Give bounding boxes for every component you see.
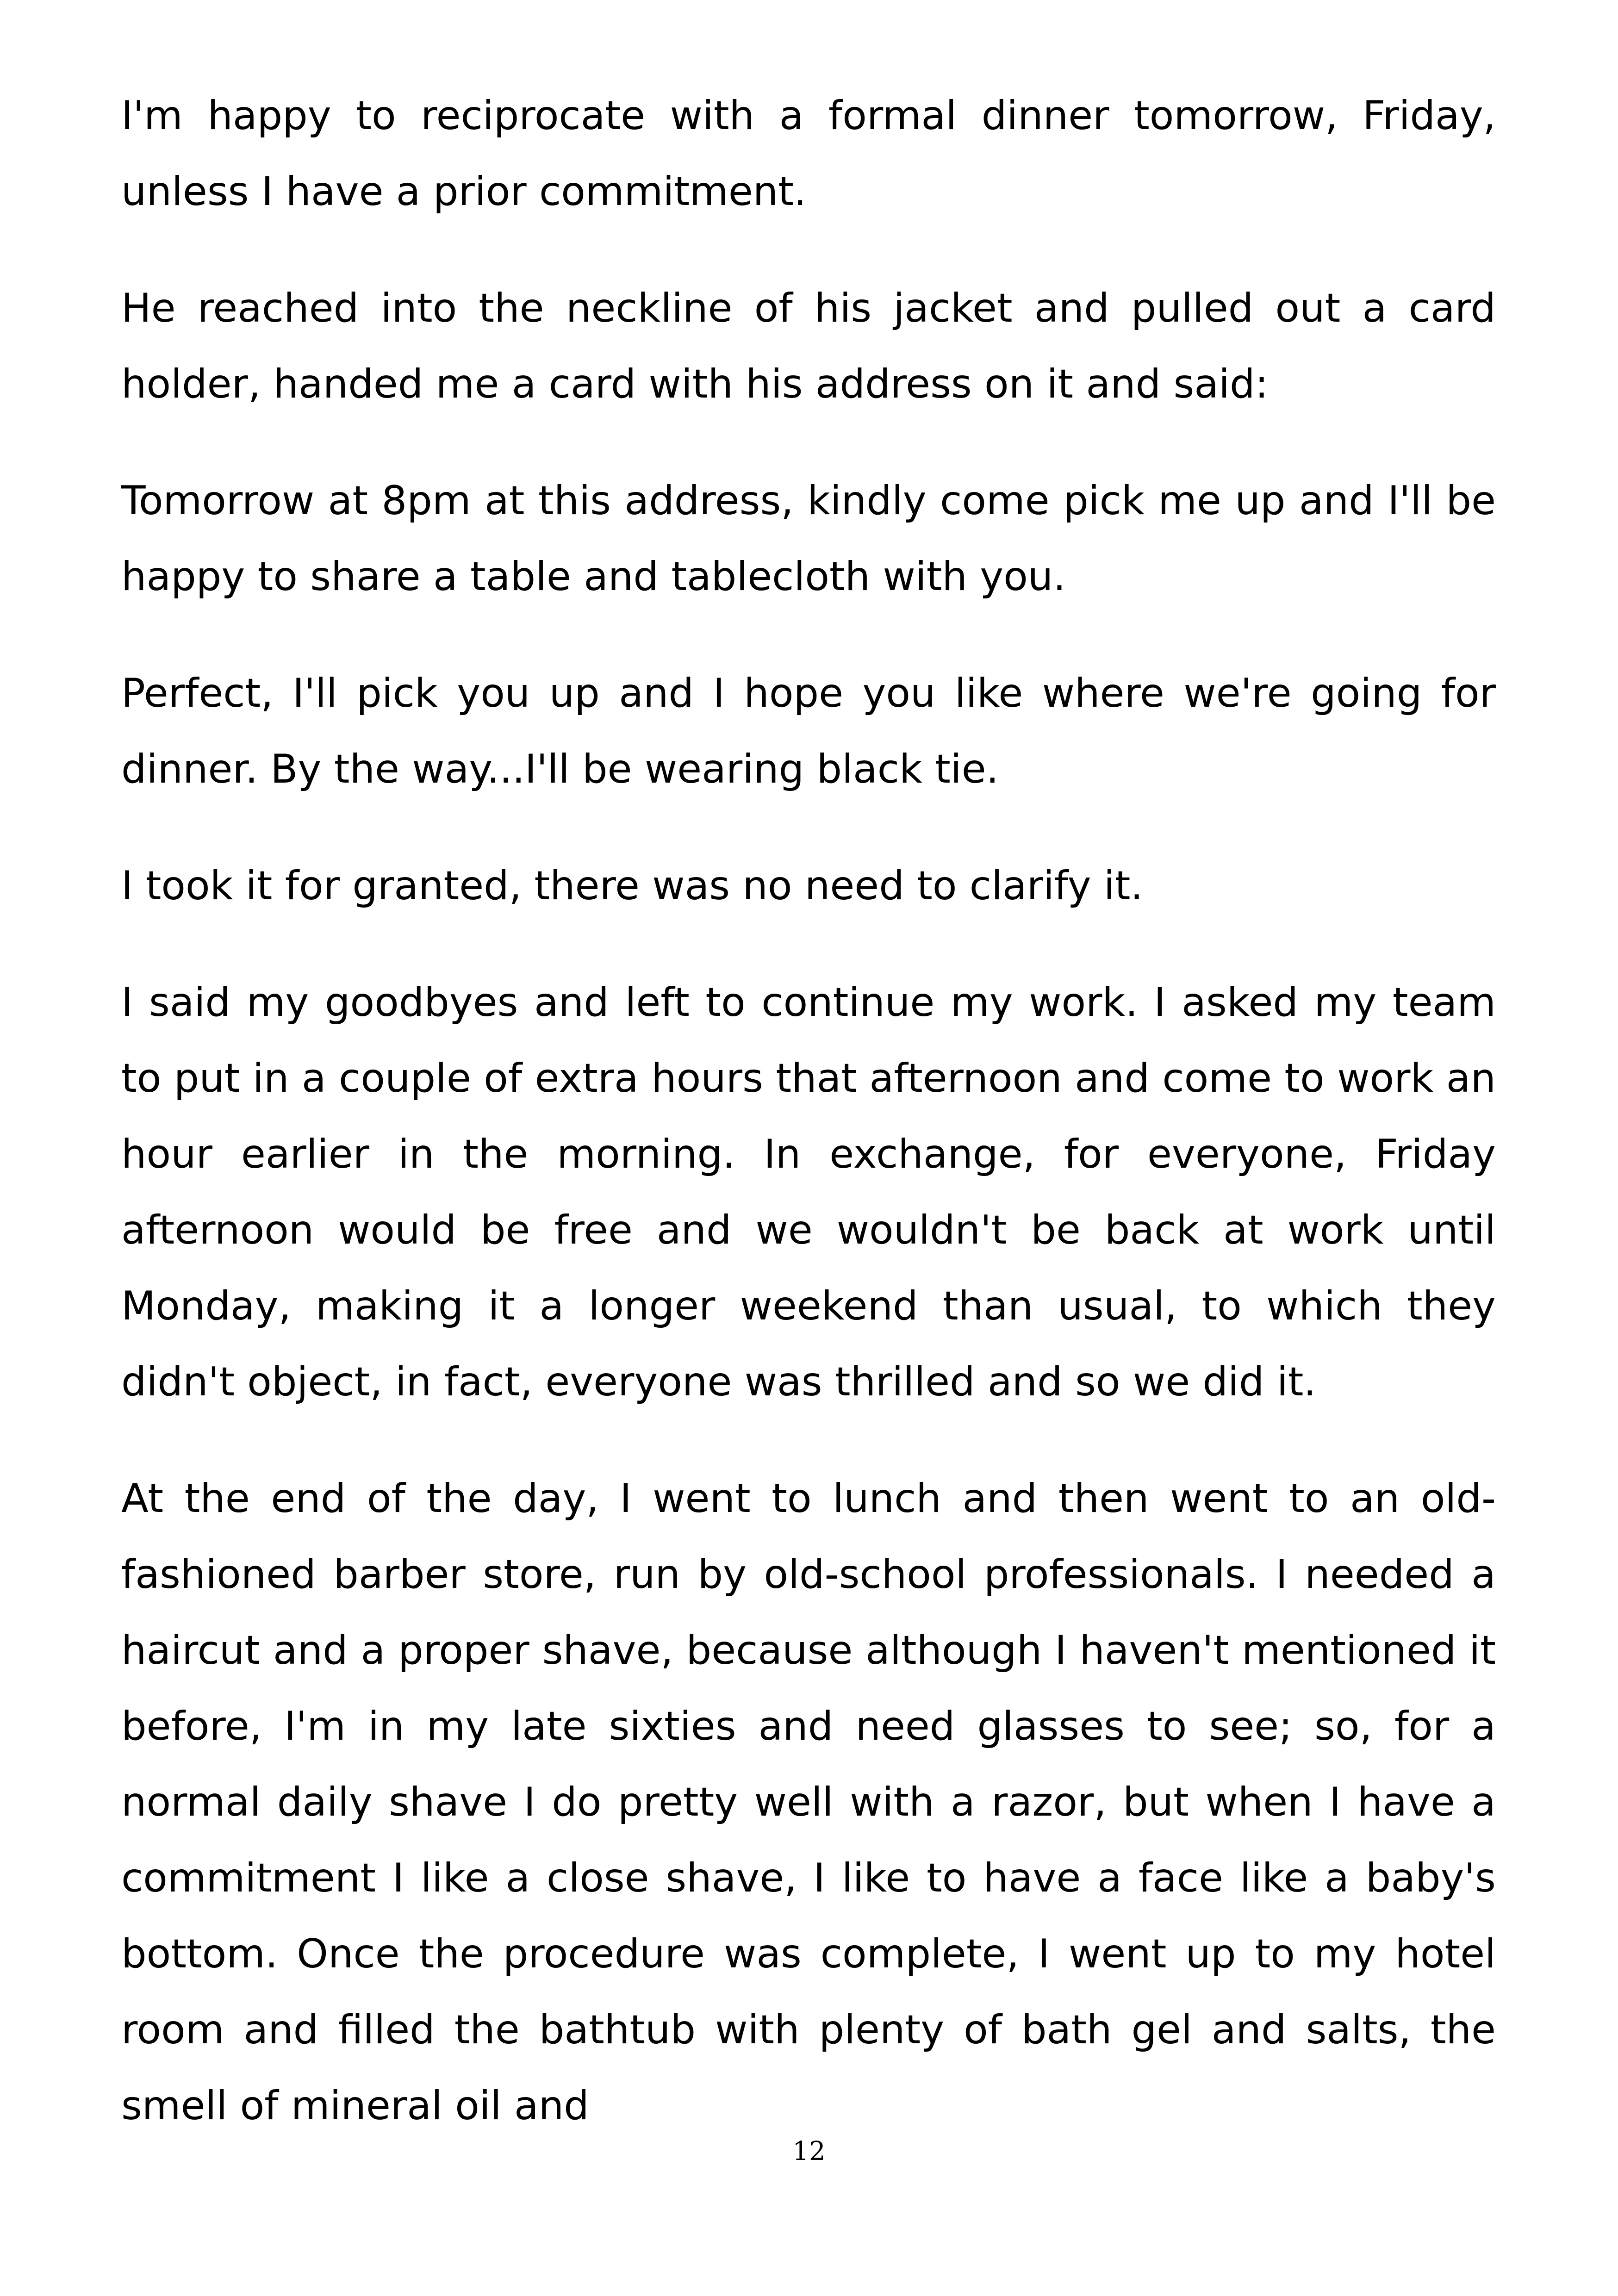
paragraph: I said my goodbyes and left to continue my work. I asked my team to put in a couple of extra hours that afternoon and come to work an hour earlier in the morning. In exchange, for everyone, Friday afternoon would be free and we wouldn't be back at work until Monday, making it a longer weekend than usual, to which they didn't object, in fact, everyone was thrilled and so we did it.	[121, 979, 1496, 1405]
paragraph: He reached into the neckline of his jacket and pulled out a card holder, handed me a card with his address on it and said:	[121, 285, 1496, 407]
paragraph: I'm happy to reciprocate with a formal dinner tomorrow, Friday, unless I have a prior commitment.	[121, 93, 1496, 215]
paragraph: Tomorrow at 8pm at this address, kindly come pick me up and I'll be happy to share a table and tablecloth with you.	[121, 478, 1496, 600]
page-number: 12	[792, 2136, 826, 2166]
paragraph: Perfect, I'll pick you up and I hope you like where we're going for dinner. By the way...I'll be wearing black tie.	[121, 670, 1496, 792]
paragraph: At the end of the day, I went to lunch and then went to an old-fashioned barber store, run by old-school professionals. I needed a haircut and a proper shave, because although I haven't mentioned it before, I'm in my late sixties and need glasses to see; so, for a normal daily shave I do pretty well with a razor, but when I have a commitment I like a close shave, I like to have a face like a baby's bottom. Once the procedure was complete, I went up to my hotel room and filled the bathtub with plenty of bath gel and salts, the smell of mineral oil and	[121, 1475, 1496, 2129]
body-text	[121, 78, 1496, 2184]
paragraph: I took it for granted, there was no need to clarify it.	[121, 863, 1143, 909]
